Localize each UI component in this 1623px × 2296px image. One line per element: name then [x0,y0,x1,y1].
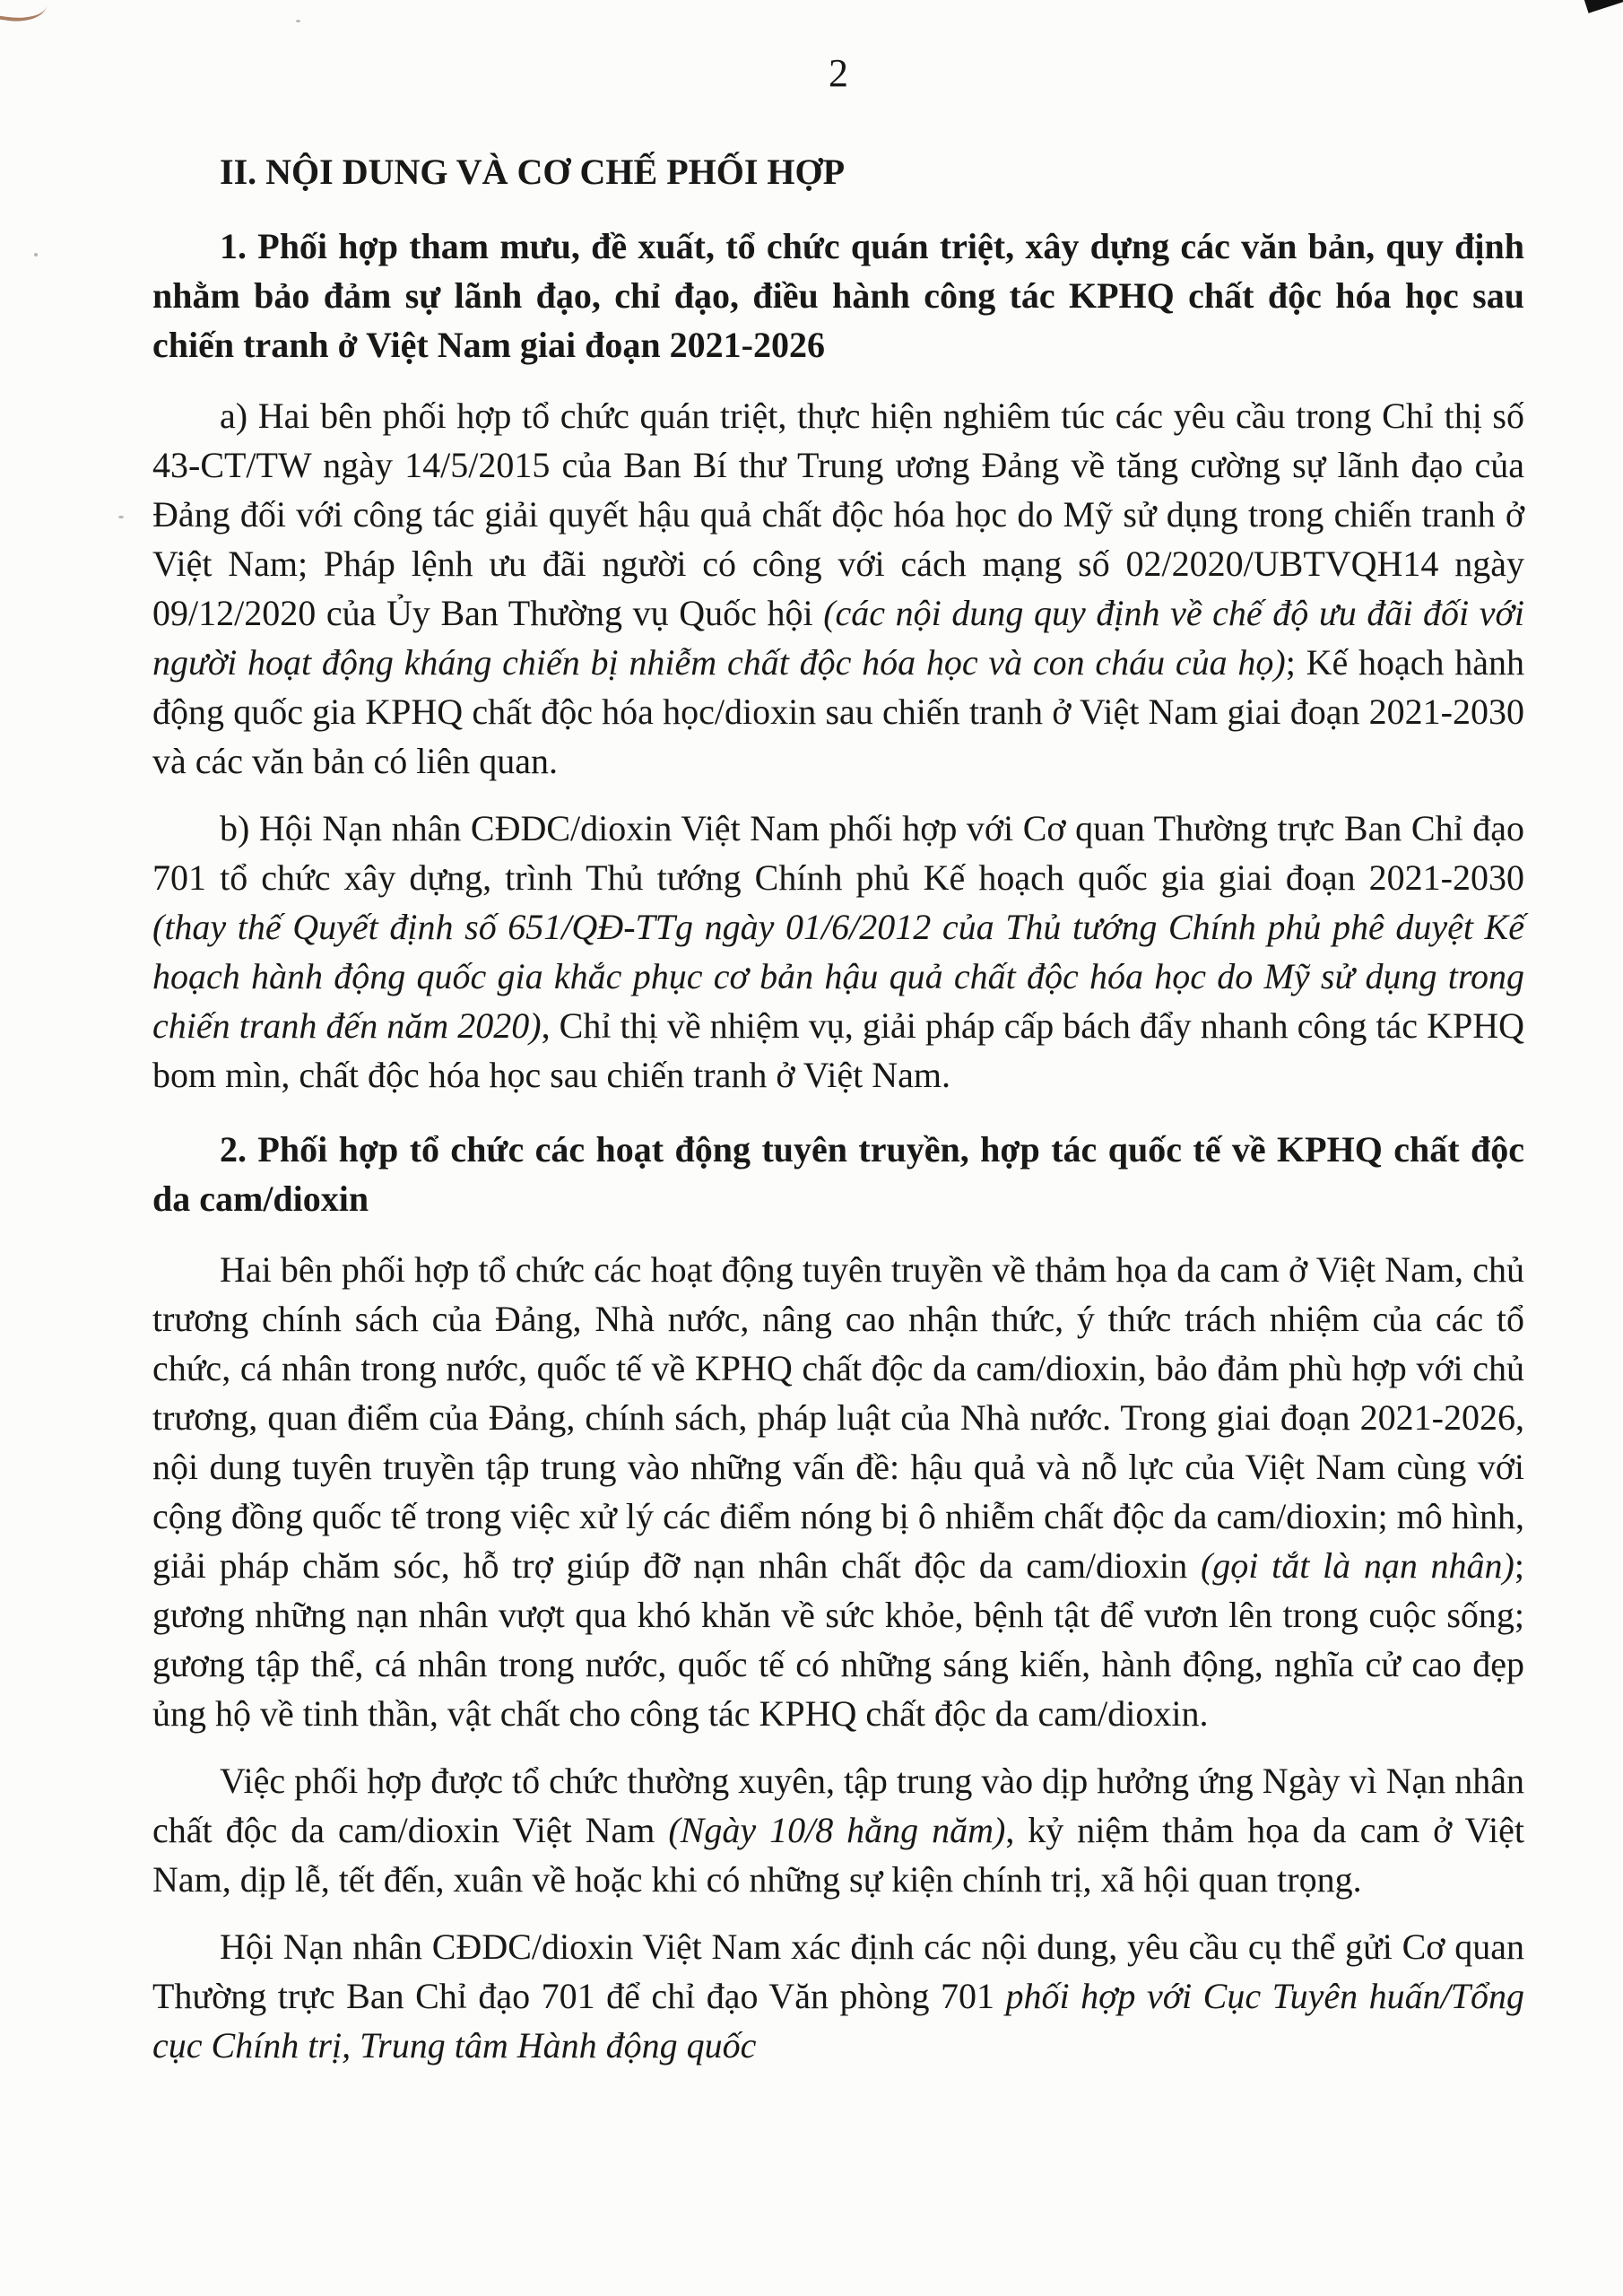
page-number: 2 [829,51,848,95]
scan-speck [34,253,38,257]
paragraph-1a-text: a) Hai bên phối hợp tổ chức quán triệt, thực hiện nghiêm túc các yêu cầu trong Chỉ thị số 43-CT/TW ngày 14/5/2015 của Ban Bí thư Trung ương Đảng về tăng cường sự lãnh đạo của Đảng đối với công tác giải quyết hậu quả chất độc hóa học do Mỹ sử dụng trong chiến tranh ở Việt Nam; Pháp lệnh ưu đãi người có công với cách mạng số 02/2020/UBTVQH14 ngày 09/12/2020 của Ủy Ban Thường vụ Quốc hội [152,396,1524,633]
paragraph-1b [152,804,1524,1100]
paragraph-2-1-text-end: ; gương những nạn nhân vượt qua khó khăn về sức khỏe, bệnh tật để vươn lên trong cuộc sống; gương tập thể, cá nhân trong nước, quốc tế có những sáng kiến, hành động, nghĩa cử cao đẹp ủng hộ về tinh thần, vật chất cho công tác KPHQ chất độc da cam/dioxin. [152,1545,1524,1734]
paragraph-2-1-text: Hai bên phối hợp tổ chức các hoạt động tuyên truyền về thảm họa da cam ở Việt Nam, chủ trương chính sách của Đảng, Nhà nước, nâng cao nhận thức, ý thức trách nhiệm của các tổ chức, cá nhân trong nước, quốc tế về KPHQ chất độc da cam/dioxin, bảo đảm phù hợp với chủ trương, quan điểm của Đảng, chính sách, pháp luật của Nhà nước. Trong giai đoạn 2021-2026, nội dung tuyên truyền tập trung vào những vấn đề: hậu quả và nỗ lực của Việt Nam cùng với cộng đồng quốc tế trong việc xử lý các điểm nóng bị ô nhiễm chất độc da cam/dioxin; mô hình, giải pháp chăm sóc, hỗ trợ giúp đỡ nạn nhân chất độc da cam/dioxin [152,1249,1524,1586]
paragraph-1a-text-end: ; Kế hoạch hành động quốc gia KPHQ chất độc hóa học/dioxin sau chiến tranh ở Việt Nam giai đoạn 2021-2030 và các văn bản có liên quan. [152,642,1525,781]
subsection-2-heading: 2. Phối hợp tổ chức các hoạt động tuyên truyền, hợp tác quốc tế về KPHQ chất độc da cam/dioxin [152,1129,1524,1219]
paragraph-1a-italic-note: (các nội dung quy định về chế độ ưu đãi đối với người hoạt động kháng chiến bị nhiễm chất độc hóa học và con cháu của họ) [152,593,1524,683]
paragraph-2-1 [152,1245,1524,1738]
paragraph-2-3-text: Hội Nạn nhân CĐDC/dioxin Việt Nam xác định các nội dung, yêu cầu cụ thể gửi Cơ quan Thường trực Ban Chỉ đạo 701 để chỉ đạo Văn phòng 701 [152,1926,1524,2016]
paragraph-1b-text-end: , Chỉ thị về nhiệm vụ, giải pháp cấp bách đẩy nhanh công tác KPHQ bom mìn, chất độc hóa học sau chiến tranh ở Việt Nam. [152,1005,1525,1095]
paragraph-2-1-italic-note: (gọi tắt là nạn nhân) [1200,1545,1515,1586]
subsection-1-heading: 1. Phối hợp tham mưu, đề xuất, tổ chức quán triệt, xây dựng các văn bản, quy định nhằm bảo đảm sự lãnh đạo, chỉ đạo, điều hành công tác KPHQ chất độc hóa học sau chiến tranh ở Việt Nam giai đoạn 2021-2026 [152,226,1524,365]
paragraph-2-3-italic-continuation: phối hợp với Cục Tuyên huấn/Tổng cục Chính trị, Trung tâm Hành động quốc [152,1976,1525,2066]
paragraph-2-3 [152,1922,1524,2070]
scan-artifact-top-left [0,0,48,26]
paragraph-2-2 [152,1756,1524,1904]
document-body [152,147,1524,2070]
paragraph-1b-text: b) Hội Nạn nhân CĐDC/dioxin Việt Nam phối hợp với Cơ quan Thường trực Ban Chỉ đạo 701 tổ chức xây dựng, trình Thủ tướng Chính phủ Kế hoạch quốc gia giai đoạn 2021-2030 [152,808,1524,898]
scan-artifact-top-right [1584,0,1623,13]
paragraph-1a [152,391,1524,786]
paragraph-1b-italic-note: (thay thế Quyết định số 651/QĐ-TTg ngày 01/6/2012 của Thủ tướng Chính phủ phê duyệt Kế hoạch hành động quốc gia khắc phục cơ bản hậu quả chất độc hóa học do Mỹ sử dụng trong chiến tranh đến năm 2020) [152,907,1524,1046]
section-ii-heading: II. NỘI DUNG VÀ CƠ CHẾ PHỐI HỢP [220,152,846,192]
paragraph-2-2-text-end: , kỷ niệm thảm họa da cam ở Việt Nam, dịp lễ, tết đến, xuân về hoặc khi có những sự kiện chính trị, xã hội quan trọng. [152,1810,1525,1900]
paragraph-2-2-italic-note: (Ngày 10/8 hằng năm) [668,1810,1006,1850]
scan-speck [118,516,124,518]
scan-speck [296,20,300,22]
paragraph-2-2-text: Việc phối hợp được tổ chức thường xuyên, tập trung vào dịp hưởng ứng Ngày vì Nạn nhân chất độc da cam/dioxin Việt Nam [152,1761,1524,1850]
